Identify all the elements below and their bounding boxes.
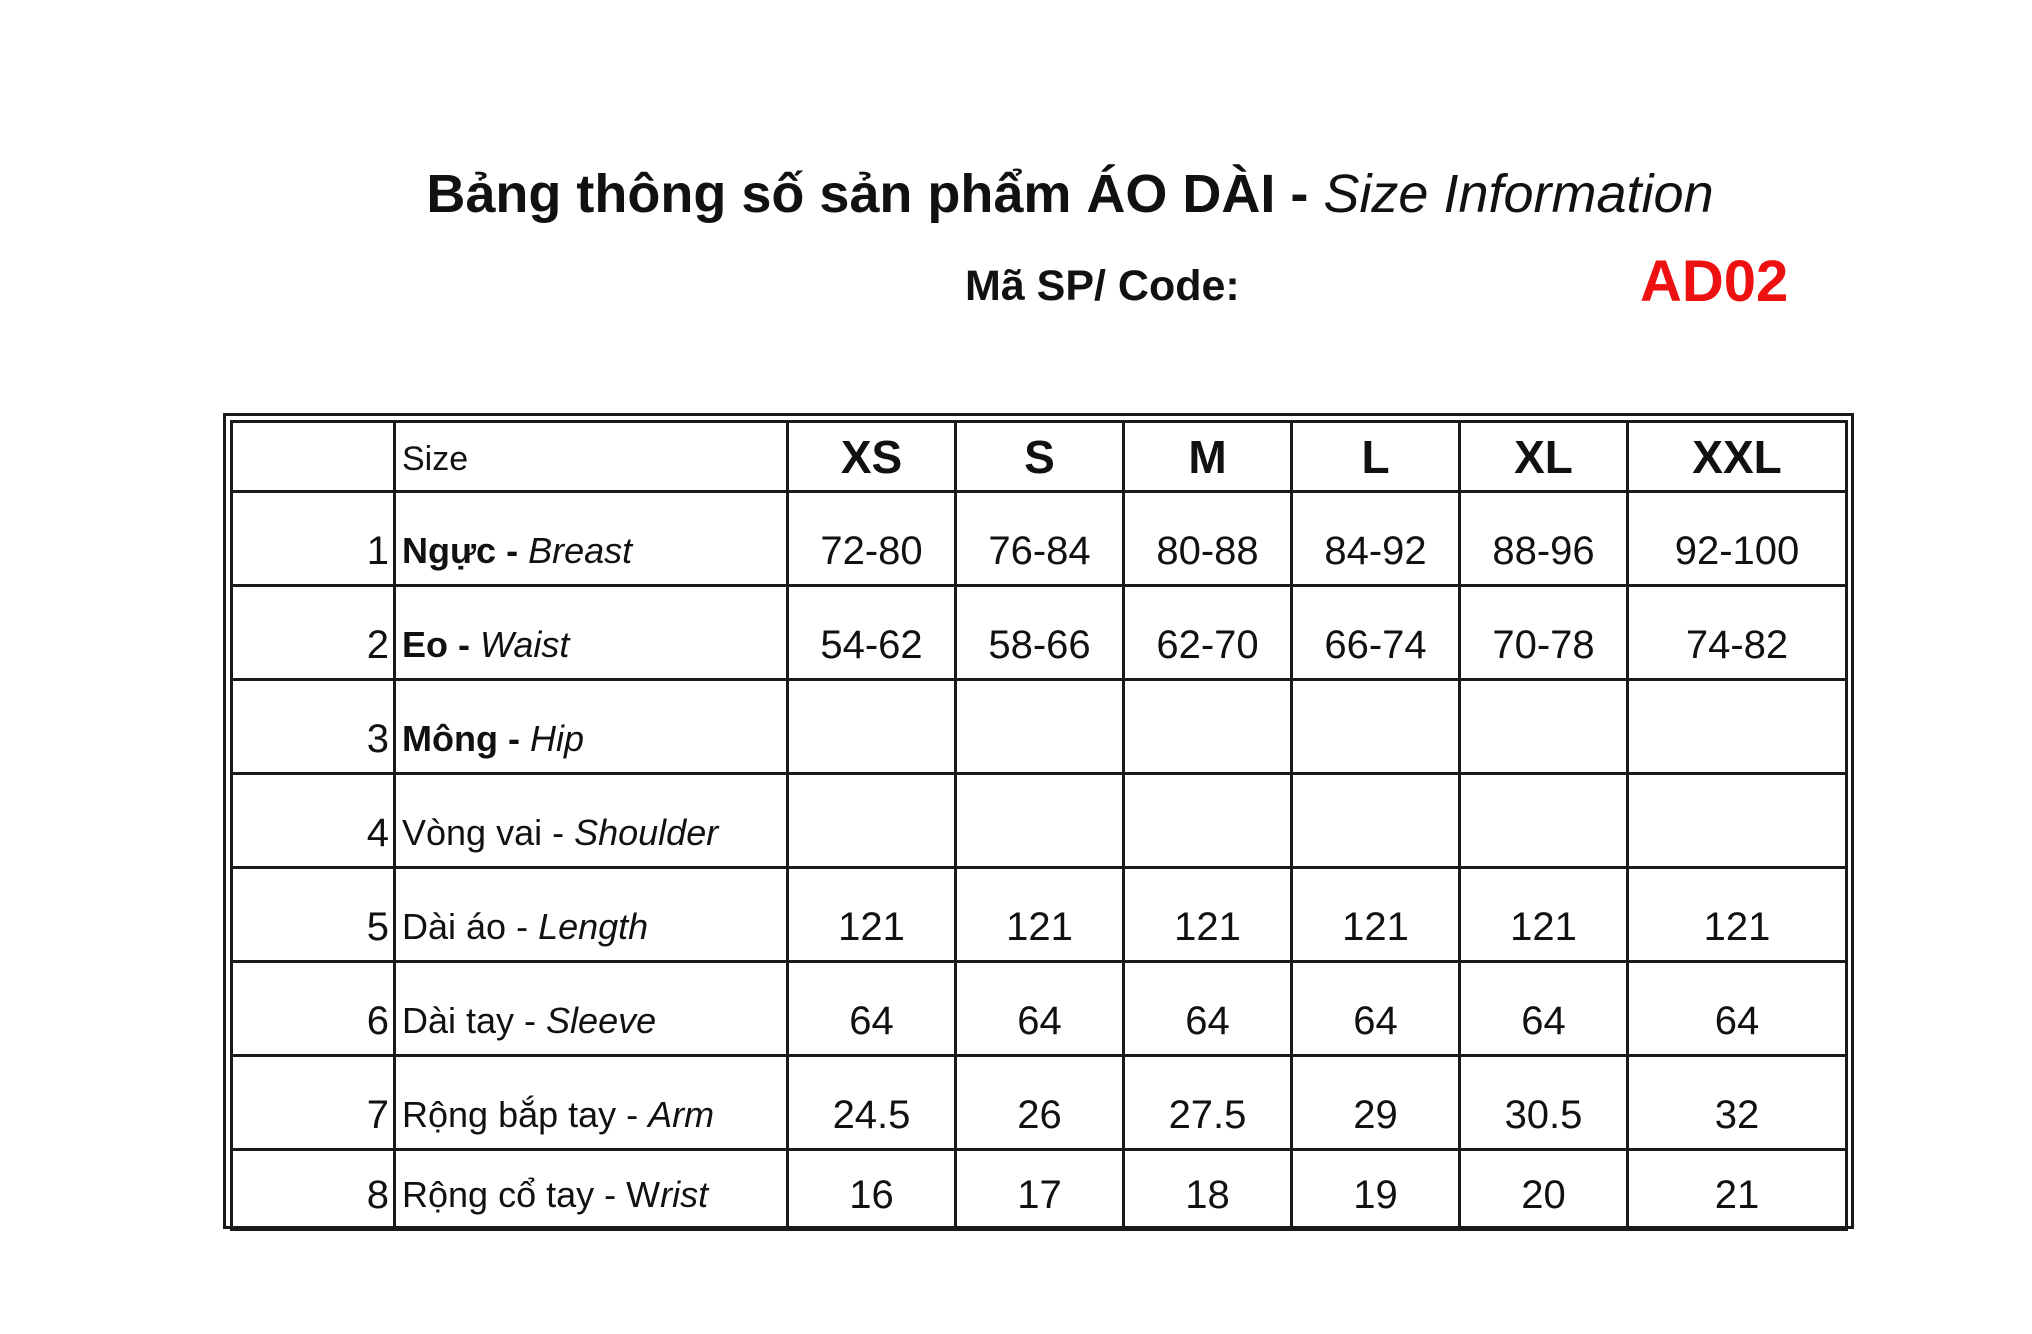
table-row xyxy=(232,680,1847,774)
value-cell xyxy=(788,774,956,868)
row-number: 8 xyxy=(232,1150,395,1230)
value-cell: 70-78 xyxy=(1460,586,1628,680)
row-label-english: Length xyxy=(538,906,649,947)
row-number: 2 xyxy=(232,586,395,680)
row-label-separator: - W xyxy=(594,1174,661,1215)
value-cell xyxy=(1460,680,1628,774)
row-number: 5 xyxy=(232,868,395,962)
row-label-vietnamese: Rộng cổ tay xyxy=(402,1174,595,1215)
product-code-value: AD02 xyxy=(1640,249,1789,314)
row-label-english: Shoulder xyxy=(574,812,719,853)
table-row xyxy=(232,868,1847,962)
value-cell: 64 xyxy=(1292,962,1460,1056)
value-cell xyxy=(1292,774,1460,868)
value-cell: 19 xyxy=(1292,1150,1460,1230)
row-number: 1 xyxy=(232,492,395,586)
row-label-separator: - xyxy=(506,906,539,947)
row-label-english: Breast xyxy=(528,530,633,571)
size-table xyxy=(230,420,1848,1231)
value-cell: 121 xyxy=(956,868,1124,962)
product-code-label: Mã SP/ Code: xyxy=(965,262,1240,310)
header-size-xxl: XXL xyxy=(1628,422,1847,492)
value-cell: 27.5 xyxy=(1124,1056,1292,1150)
value-cell: 84-92 xyxy=(1292,492,1460,586)
value-cell: 29 xyxy=(1292,1056,1460,1150)
header-size-xs: XS xyxy=(788,422,956,492)
row-label-english: Waist xyxy=(480,624,570,665)
table-row xyxy=(232,774,1847,868)
value-cell: 74-82 xyxy=(1628,586,1847,680)
value-cell xyxy=(1124,680,1292,774)
header-size-l: L xyxy=(1292,422,1460,492)
header-size-xl: XL xyxy=(1460,422,1628,492)
row-label xyxy=(395,680,788,774)
value-cell: 21 xyxy=(1628,1150,1847,1230)
row-label xyxy=(395,1150,788,1230)
row-number: 6 xyxy=(232,962,395,1056)
size-table-frame xyxy=(223,413,1854,1229)
row-label xyxy=(395,586,788,680)
value-cell xyxy=(1124,774,1292,868)
table-row xyxy=(232,492,1847,586)
value-cell: 88-96 xyxy=(1460,492,1628,586)
value-cell: 121 xyxy=(1124,868,1292,962)
row-label-vietnamese: Mông xyxy=(402,718,498,759)
value-cell xyxy=(1292,680,1460,774)
value-cell: 92-100 xyxy=(1628,492,1847,586)
row-label-english: rist xyxy=(660,1174,709,1215)
table-row xyxy=(232,1056,1847,1150)
row-label xyxy=(395,774,788,868)
title-vietnamese: Bảng thông số sản phẩm ÁO DÀI xyxy=(426,164,1276,224)
row-label-separator: - xyxy=(497,718,530,759)
row-label-separator: - xyxy=(496,530,529,571)
value-cell: 20 xyxy=(1460,1150,1628,1230)
row-label-separator: - xyxy=(448,624,481,665)
table-row xyxy=(232,586,1847,680)
value-cell: 64 xyxy=(956,962,1124,1056)
row-label-vietnamese: Rộng bắp tay xyxy=(402,1094,617,1135)
value-cell: 121 xyxy=(1628,868,1847,962)
value-cell: 64 xyxy=(1124,962,1292,1056)
row-number: 4 xyxy=(232,774,395,868)
row-number: 7 xyxy=(232,1056,395,1150)
row-label xyxy=(395,962,788,1056)
row-number: 3 xyxy=(232,680,395,774)
value-cell: 76-84 xyxy=(956,492,1124,586)
row-label-vietnamese: Eo xyxy=(402,624,449,665)
value-cell: 18 xyxy=(1124,1150,1292,1230)
row-label xyxy=(395,868,788,962)
value-cell: 72-80 xyxy=(788,492,956,586)
value-cell: 62-70 xyxy=(1124,586,1292,680)
table-header-row xyxy=(232,422,1847,492)
row-label-english: Sleeve xyxy=(546,1000,657,1041)
header-size-s: S xyxy=(956,422,1124,492)
value-cell xyxy=(1628,774,1847,868)
value-cell: 17 xyxy=(956,1150,1124,1230)
value-cell: 80-88 xyxy=(1124,492,1292,586)
value-cell xyxy=(1460,774,1628,868)
row-label xyxy=(395,492,788,586)
value-cell: 66-74 xyxy=(1292,586,1460,680)
value-cell xyxy=(956,774,1124,868)
title-separator: - xyxy=(1275,164,1324,224)
row-label-vietnamese: Vòng vai xyxy=(402,812,543,853)
row-label-separator: - xyxy=(514,1000,547,1041)
value-cell: 64 xyxy=(788,962,956,1056)
value-cell: 24.5 xyxy=(788,1056,956,1150)
value-cell xyxy=(1628,680,1847,774)
value-cell: 121 xyxy=(1460,868,1628,962)
value-cell: 121 xyxy=(1292,868,1460,962)
row-label-vietnamese: Dài tay xyxy=(402,1000,515,1041)
value-cell: 32 xyxy=(1628,1056,1847,1150)
row-label xyxy=(395,1056,788,1150)
table-row xyxy=(232,962,1847,1056)
value-cell: 64 xyxy=(1460,962,1628,1056)
value-cell: 54-62 xyxy=(788,586,956,680)
title-english: Size Information xyxy=(1323,164,1714,224)
value-cell: 64 xyxy=(1628,962,1847,1056)
row-label-separator: - xyxy=(542,812,575,853)
row-label-vietnamese: Ngực xyxy=(402,530,497,571)
table-row xyxy=(232,1150,1847,1230)
header-size-label: Size xyxy=(395,422,788,492)
value-cell xyxy=(788,680,956,774)
page-title xyxy=(0,158,2032,230)
value-cell xyxy=(956,680,1124,774)
value-cell: 121 xyxy=(788,868,956,962)
value-cell: 58-66 xyxy=(956,586,1124,680)
row-label-english: Arm xyxy=(648,1094,715,1135)
value-cell: 16 xyxy=(788,1150,956,1230)
row-label-separator: - xyxy=(616,1094,649,1135)
row-label-vietnamese: Dài áo xyxy=(402,906,507,947)
value-cell: 26 xyxy=(956,1056,1124,1150)
header-number-cell xyxy=(232,422,395,492)
value-cell: 30.5 xyxy=(1460,1056,1628,1150)
header-size-m: M xyxy=(1124,422,1292,492)
row-label-english: Hip xyxy=(529,718,584,759)
